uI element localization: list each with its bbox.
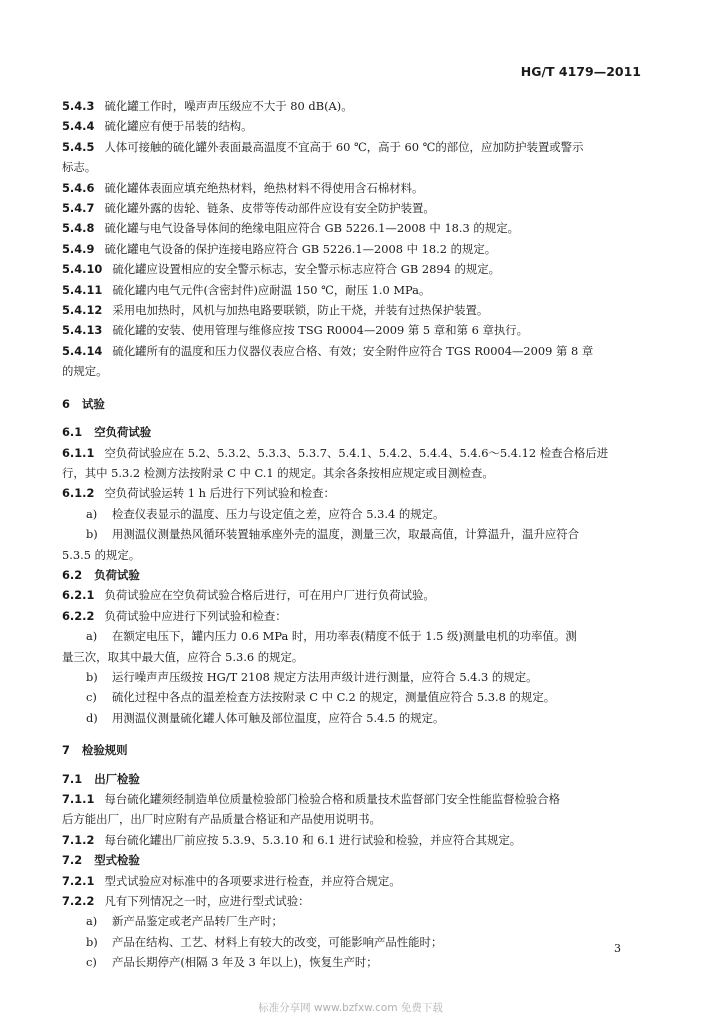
subsection-heading-7-1 — [62, 769, 642, 789]
clause-continuation: 后方能出厂，出厂时应附有产品质量合格证和产品使用说明书。 — [62, 812, 381, 827]
list-item — [62, 932, 642, 952]
clause-7-1-1 — [62, 789, 642, 809]
clause-6-1-1 — [62, 443, 642, 463]
clause-text: 每台硫化罐须经制造单位质量检验部门检验合格和质量技术监督部门安全性能监督检验合格 — [104, 792, 561, 806]
clause-5-4-4 — [62, 116, 642, 136]
section-title: 试验 — [81, 396, 105, 411]
clause-text: 硫化罐的安装、使用管理与维修应按 TSG R0004—2009 第 5 章和第 6 章执行。 — [112, 323, 529, 338]
clause-5-4-8 — [62, 218, 642, 238]
clause-text: 凡有下列情况之一时，应进行型式试验： — [104, 894, 310, 909]
list-text: 用测温仪测量热风循环装置轴承座外壳的温度，测量三次，取最高值，计算温升，温升应符合 — [112, 527, 580, 542]
clause-number: 5.4.12 — [62, 303, 103, 318]
clause-number: 7.1.1 — [62, 792, 95, 806]
clause-6-1-2 — [62, 483, 642, 503]
clause-continuation: 量三次，取其中最大值，应符合 5.3.6 的规定。 — [62, 649, 304, 664]
document-body — [62, 96, 642, 973]
clause-5-4-14 — [62, 341, 642, 361]
clause-number: 6.1.1 — [62, 445, 95, 460]
list-item — [62, 524, 642, 544]
list-label: b) — [86, 527, 98, 542]
clause-5-4-7 — [62, 198, 642, 218]
section-title: 空负荷试验 — [94, 425, 152, 440]
clause-continuation: 行，其中 5.3.2 检测方法按附录 C 中 C.1 的规定。其余各条按相应规定或目测检查。 — [62, 465, 494, 480]
footer-watermark: 标准分享网 www.bzfxw.com 免费下载 — [258, 1002, 443, 1014]
subsection-heading-7-2 — [62, 850, 642, 870]
clause-7-2-2 — [62, 891, 642, 911]
list-text: 运行噪声声压级按 HG/T 2108 规定方法用声级计进行测量，应符合 5.4.3 的规定。 — [112, 669, 538, 684]
list-label: b) — [86, 934, 98, 949]
clause-number: 5.4.4 — [62, 119, 95, 134]
clause-5-4-6 — [62, 178, 642, 198]
clause-continuation: 的规定。 — [62, 364, 108, 379]
clause-continuation: 标志。 — [62, 160, 97, 175]
list-label: b) — [86, 669, 98, 684]
clause-text: 硫化罐应设置相应的安全警示标志，安全警示标志应符合 GB 2894 的规定。 — [112, 262, 501, 277]
clause-text: 硫化罐应有便于吊装的结构。 — [104, 119, 253, 134]
clause-number: 6.2.1 — [62, 588, 95, 603]
clause-number: 5.4.9 — [62, 241, 95, 256]
clause-number: 5.4.6 — [62, 180, 95, 195]
clause-number: 7.1.2 — [62, 832, 95, 847]
clause-6-2-2 — [62, 606, 642, 626]
list-label: a) — [86, 629, 98, 644]
clause-number: 7.2.1 — [62, 873, 95, 888]
clause-number: 6.2.2 — [62, 608, 95, 623]
list-item — [62, 687, 642, 707]
section-number: 7 — [62, 743, 70, 758]
subsection-heading-6-1 — [62, 422, 642, 442]
list-item — [62, 708, 642, 728]
clause-5-4-12 — [62, 300, 642, 320]
clause-text: 硫化罐所有的温度和压力仪器仪表应合格、有效；安全附件应符合 TGS R0004—2009 第 8 章 — [112, 343, 594, 358]
section-title: 型式检验 — [94, 853, 140, 868]
list-label: d) — [86, 710, 98, 725]
clause-text: 硫化罐工作时，噪声声压级应不大于 80 dB(A)。 — [104, 99, 353, 113]
list-item — [62, 952, 642, 972]
section-number: 6.2 — [62, 567, 83, 582]
clause-text: 硫化罐体表面应填充绝热材料，绝热材料不得使用含石棉材料。 — [104, 180, 424, 195]
clause-number: 5.4.13 — [62, 323, 103, 338]
clause-5-4-13 — [62, 320, 642, 340]
clause-7-2-1 — [62, 871, 642, 891]
clause-text: 硫化罐内电气元件(含密封件)应耐温 150 ℃，耐压 1.0 MPa。 — [112, 282, 431, 297]
clause-number: 5.4.5 — [62, 139, 95, 154]
clause-number: 6.1.2 — [62, 486, 95, 501]
list-text: 硫化过程中各点的温差检查方法按附录 C 中 C.2 的规定，测量值应符合 5.3.8 的规定。 — [112, 690, 556, 705]
clause-number: 7.2.2 — [62, 894, 95, 909]
clause-text: 硫化罐电气设备的保护连接电路应符合 GB 5226.1—2008 中 18.2 的规定。 — [104, 241, 497, 256]
list-item — [62, 667, 642, 687]
standard-code: HG/T 4179—2011 — [520, 64, 641, 79]
list-text: 用测温仪测量硫化罐人体可触及部位温度，应符合 5.4.5 的规定。 — [112, 710, 445, 725]
list-text: 在额定电压下，罐内压力 0.6 MPa 时，用功率表(精度不低于 1.5 级)测量电机的功率值。测 — [112, 629, 577, 644]
page-number: 3 — [614, 942, 621, 955]
clause-5-4-10 — [62, 259, 642, 279]
list-item — [62, 504, 642, 524]
list-label: c) — [86, 955, 97, 970]
clause-number: 5.4.14 — [62, 343, 103, 358]
clause-6-2-1 — [62, 585, 642, 605]
section-number: 7.2 — [62, 853, 83, 868]
clause-5-4-11 — [62, 280, 642, 300]
clause-number: 5.4.3 — [62, 99, 95, 113]
clause-text: 采用电加热时，风机与加热电路要联锁，防止干烧，并装有过热保护装置。 — [112, 303, 489, 318]
section-title: 检验规则 — [81, 743, 128, 758]
list-text: 产品长期停产(相隔 3 年及 3 年以上)，恢复生产时； — [112, 955, 378, 970]
list-label: a) — [86, 506, 98, 521]
clause-5-4-9 — [62, 239, 642, 259]
clause-text: 空负荷试验运转 1 h 后进行下列试验和检查： — [104, 486, 335, 501]
subsection-heading-6-2 — [62, 565, 642, 585]
clause-text: 硫化罐外露的齿轮、链条、皮带等传动部件应设有安全防护装置。 — [104, 201, 435, 216]
clause-5-4-3 — [62, 96, 642, 116]
section-heading-7 — [62, 740, 642, 760]
clause-number: 5.4.11 — [62, 282, 103, 297]
list-label: a) — [86, 914, 98, 929]
section-heading-6 — [62, 394, 642, 414]
list-item — [62, 626, 642, 646]
clause-text: 空负荷试验应在 5.2、5.3.2、5.3.3、5.3.7、5.4.1、5.4.2、5.4.4、5.4.6～5.4.12 检查合格后进 — [104, 445, 609, 460]
clause-text: 负荷试验中应进行下列试验和检查： — [104, 608, 287, 623]
section-number: 7.1 — [62, 771, 83, 786]
list-text: 检查仪表显示的温度、压力与设定值之差，应符合 5.3.4 的规定。 — [112, 506, 445, 521]
list-label: c) — [86, 690, 97, 705]
clause-number: 5.4.8 — [62, 221, 95, 236]
clause-7-1-2 — [62, 830, 642, 850]
clause-number: 5.4.7 — [62, 201, 95, 216]
section-number: 6.1 — [62, 425, 83, 440]
clause-text: 型式试验应对标准中的各项要求进行检查，并应符合规定。 — [104, 873, 401, 888]
clause-text: 硫化罐与电气设备导体间的绝缘电阻应符合 GB 5226.1—2008 中 18.3 的规定。 — [104, 221, 519, 236]
section-title: 出厂检验 — [94, 771, 140, 786]
clause-continuation: 5.3.5 的规定。 — [62, 547, 141, 562]
clause-number: 5.4.10 — [62, 262, 103, 277]
section-number: 6 — [62, 396, 70, 411]
clause-text: 每台硫化罐出厂前应按 5.3.9、5.3.10 和 6.1 进行试验和检验，并应符合其规定。 — [104, 832, 522, 847]
section-title: 负荷试验 — [94, 567, 140, 582]
list-text: 产品在结构、工艺、材料上有较大的改变，可能影响产品性能时； — [112, 934, 443, 949]
clause-text: 人体可接触的硫化罐外表面最高温度不宜高于 60 ℃，高于 60 ℃的部位，应加防护装置或警示 — [104, 139, 584, 154]
list-item — [62, 911, 642, 931]
clause-text: 负荷试验应在空负荷试验合格后进行，可在用户厂进行负荷试验。 — [104, 588, 435, 603]
list-text: 新产品鉴定或老产品转厂生产时； — [112, 914, 283, 929]
clause-5-4-5 — [62, 137, 642, 157]
